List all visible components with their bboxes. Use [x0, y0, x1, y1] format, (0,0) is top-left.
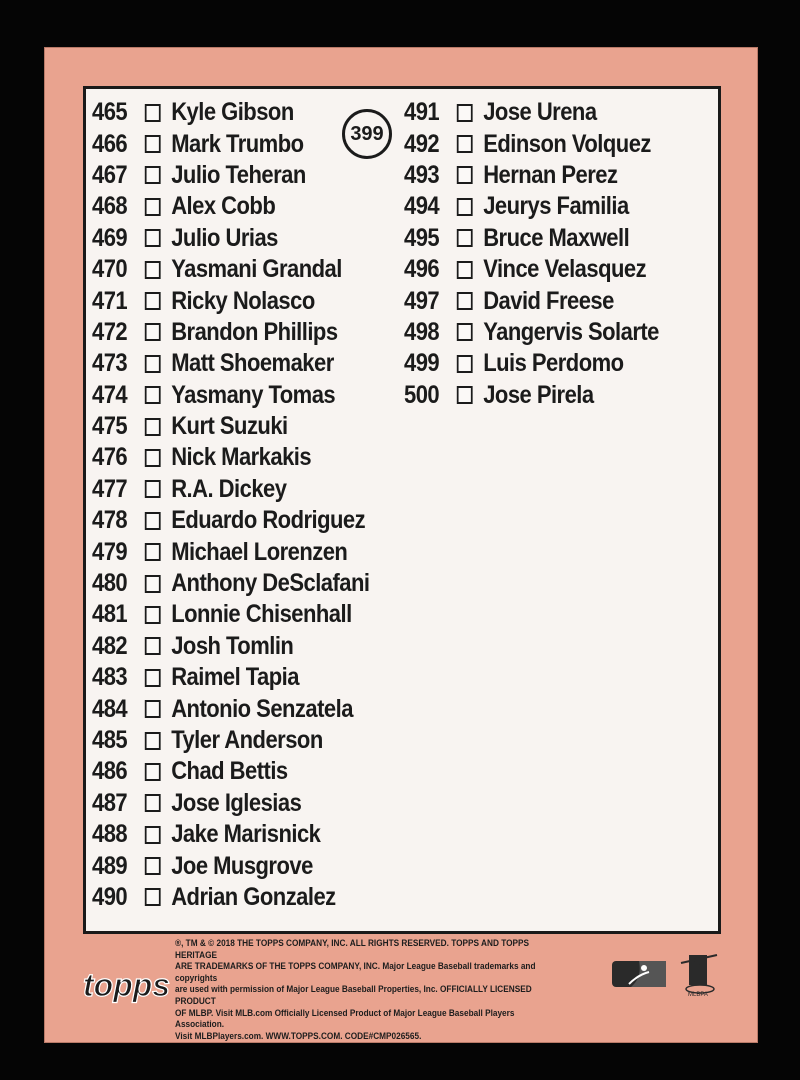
checkbox — [145, 229, 161, 247]
player-name: Julio Teheran — [171, 160, 306, 189]
card-number-label: 496 — [404, 255, 440, 284]
checklist-row — [404, 191, 659, 222]
checklist-row — [92, 474, 370, 505]
checklist-row — [92, 850, 370, 881]
player-name: Anthony DeSclafani — [171, 569, 370, 598]
card-number-label: 482 — [92, 631, 128, 660]
player-name: Antonio Senzatela — [171, 694, 353, 723]
checklist-row — [92, 505, 370, 536]
card-number-label: 498 — [404, 317, 440, 346]
card-number-label: 481 — [92, 600, 128, 629]
checklist-row — [92, 380, 370, 411]
checklist-row — [92, 599, 370, 630]
player-name: Yangervis Solarte — [483, 317, 659, 346]
checkbox — [145, 512, 161, 530]
checkbox — [145, 794, 161, 812]
card-number-label: 499 — [404, 349, 440, 378]
checkbox — [457, 355, 473, 373]
player-name: Bruce Maxwell — [483, 223, 630, 252]
checkbox — [145, 261, 161, 279]
checklist-row — [404, 380, 659, 411]
checkbox — [145, 606, 161, 624]
card-number-label: 468 — [92, 192, 128, 221]
card-number-label: 489 — [92, 851, 128, 880]
checkbox — [457, 292, 473, 310]
player-name: Kyle Gibson — [171, 98, 294, 127]
card-back — [44, 47, 758, 1043]
player-name: Lonnie Chisenhall — [171, 600, 352, 629]
checkbox — [145, 763, 161, 781]
checkbox — [145, 575, 161, 593]
player-name: Joe Musgrove — [171, 851, 313, 880]
checklist-row — [92, 254, 370, 285]
legal-line: ARE TRADEMARKS OF THE TOPPS COMPANY, INC. Major League Baseball trademarks and copyrights — [175, 961, 536, 984]
checklist-row — [92, 756, 370, 787]
player-name: Mark Trumbo — [171, 129, 304, 158]
card-number-label: 484 — [92, 694, 128, 723]
checklist-row — [404, 128, 659, 159]
card-number-label: 472 — [92, 317, 128, 346]
player-name: Jose Iglesias — [171, 788, 302, 817]
checkbox — [145, 732, 161, 750]
player-name: Ricky Nolasco — [171, 286, 315, 315]
checklist-row — [404, 317, 659, 348]
checklist-row — [92, 128, 370, 159]
player-name: R.A. Dickey — [171, 474, 287, 503]
checkbox — [145, 386, 161, 404]
card-number-label: 469 — [92, 223, 128, 252]
checklist-row — [404, 223, 659, 254]
player-name: David Freese — [483, 286, 614, 315]
checkbox — [457, 135, 473, 153]
checklist-row — [92, 693, 370, 724]
player-name: Nick Markakis — [171, 443, 312, 472]
card-number-label: 475 — [92, 412, 128, 441]
checklist-row — [404, 348, 659, 379]
mlb-logo-icon — [611, 960, 667, 988]
player-name: Chad Bettis — [171, 757, 288, 786]
player-name: Jose Urena — [483, 98, 597, 127]
checkbox — [145, 166, 161, 184]
player-name: Michael Lorenzen — [171, 537, 348, 566]
checkbox — [145, 637, 161, 655]
player-name: Matt Shoemaker — [171, 349, 334, 378]
card-number-label: 466 — [92, 129, 128, 158]
card-number-label: 490 — [92, 882, 128, 911]
player-name: Jeurys Familia — [483, 192, 629, 221]
checkbox — [145, 857, 161, 875]
checkbox — [145, 355, 161, 373]
checklist-row — [404, 254, 659, 285]
card-number-label: 487 — [92, 788, 128, 817]
checklist-row — [92, 662, 370, 693]
checklist-row — [92, 160, 370, 191]
player-name: Jose Pirela — [483, 380, 594, 409]
mlbpa-logo-icon — [677, 951, 723, 997]
checkbox — [145, 198, 161, 216]
checkbox — [145, 888, 161, 906]
checkbox — [457, 386, 473, 404]
checklist-row — [92, 788, 370, 819]
checklist-row — [92, 285, 370, 316]
card-number-label: 474 — [92, 380, 128, 409]
card-number-label: 497 — [404, 286, 440, 315]
checkbox — [145, 543, 161, 561]
checklist-panel — [83, 86, 721, 934]
card-number-badge — [342, 109, 392, 159]
checkbox — [145, 669, 161, 687]
checklist-row — [404, 97, 659, 128]
card-number-label: 480 — [92, 569, 128, 598]
player-name: Vince Velasquez — [483, 255, 647, 284]
card-number-label: 477 — [92, 474, 128, 503]
checklist-row — [92, 223, 370, 254]
checkbox — [457, 198, 473, 216]
checkbox — [457, 229, 473, 247]
card-number-label: 465 — [92, 98, 128, 127]
card-number-label: 473 — [92, 349, 128, 378]
checklist-row — [92, 442, 370, 473]
checklist-row — [92, 568, 370, 599]
card-number-label: 493 — [404, 160, 440, 189]
player-name: Julio Urias — [171, 223, 278, 252]
mlb-logo — [611, 960, 667, 993]
card-number-label: 500 — [404, 380, 440, 409]
legal-line: OF MLBP. Visit MLB.com Officially Licensed Product of Major League Baseball Players Association. — [175, 1007, 515, 1031]
topps-wordmark: topps — [83, 967, 171, 1003]
player-name: Tyler Anderson — [171, 726, 323, 754]
checklist-row — [92, 631, 370, 662]
checklist-row — [92, 819, 370, 850]
checkbox — [145, 323, 161, 341]
player-name: Jake Marisnick — [171, 820, 321, 849]
card-number-label: 494 — [404, 192, 440, 221]
card-number-label: 491 — [404, 98, 440, 127]
checkbox — [145, 135, 161, 153]
card-number-label: 467 — [92, 160, 128, 189]
player-name: Luis Perdomo — [483, 349, 624, 378]
checklist-row — [404, 160, 659, 191]
player-name: Edinson Volquez — [483, 129, 651, 158]
mlbpa-logo — [677, 951, 723, 1002]
card-number-label: 471 — [92, 286, 128, 315]
player-name: Hernan Perez — [483, 160, 618, 189]
player-name: Yasmani Grandal — [171, 255, 342, 284]
checklist-row — [92, 191, 370, 222]
player-name: Brandon Phillips — [171, 317, 338, 346]
checkbox — [457, 261, 473, 279]
card-number-label: 495 — [404, 223, 440, 252]
checklist-row — [92, 97, 370, 128]
legal-text — [175, 938, 562, 1042]
checklist-row — [92, 725, 370, 756]
checklist-row — [404, 285, 659, 316]
checkbox — [145, 104, 161, 122]
card-number-label: 478 — [92, 506, 128, 535]
checkbox — [145, 480, 161, 498]
topps-logo — [81, 966, 173, 1011]
player-name: Kurt Suzuki — [171, 412, 288, 441]
card-number-label: 479 — [92, 537, 128, 566]
player-name: Alex Cobb — [171, 192, 276, 221]
checkbox — [145, 449, 161, 467]
legal-line: Visit MLBPlayers.com. WWW.TOPPS.COM. CODE#CMP026565. — [175, 1030, 422, 1042]
card-number-label: 486 — [92, 757, 128, 786]
card-number-label: 470 — [92, 255, 128, 284]
checkbox — [457, 166, 473, 184]
card-number-label: 485 — [92, 726, 128, 754]
checklist-left-column — [92, 97, 407, 913]
topps-logo-icon — [81, 966, 173, 1006]
legal-line: are used with permission of Major League Baseball Properties, Inc. OFFICIALLY LICENSED PRODUCT — [175, 984, 532, 1007]
legal-line: ®, TM & © 2018 THE TOPPS COMPANY, INC. ALL RIGHTS RESERVED. TOPPS AND TOPPS HERITAGE — [175, 938, 530, 961]
card-number-label: 483 — [92, 663, 128, 692]
card-number-label: 488 — [92, 820, 128, 849]
checkbox — [145, 418, 161, 436]
player-name: Eduardo Rodriguez — [171, 506, 366, 535]
checkbox — [145, 826, 161, 844]
checklist-row — [92, 317, 370, 348]
player-name: Adrian Gonzalez — [171, 882, 336, 911]
player-name: Josh Tomlin — [171, 631, 294, 660]
checklist-row — [92, 348, 370, 379]
checkbox — [145, 292, 161, 310]
checklist-row — [92, 536, 370, 567]
mlbpa-label: MLBPA — [688, 992, 708, 997]
card-number-label: 492 — [404, 129, 440, 158]
card-number: 399 — [350, 122, 384, 145]
checklist-right-column — [404, 97, 694, 411]
checkbox — [457, 323, 473, 341]
player-name: Raimel Tapia — [171, 663, 299, 692]
card-number-label: 476 — [92, 443, 128, 472]
player-name: Yasmany Tomas — [171, 380, 336, 409]
checklist-row — [92, 411, 370, 442]
checklist-row — [92, 882, 370, 913]
checkbox — [145, 700, 161, 718]
checkbox — [457, 104, 473, 122]
